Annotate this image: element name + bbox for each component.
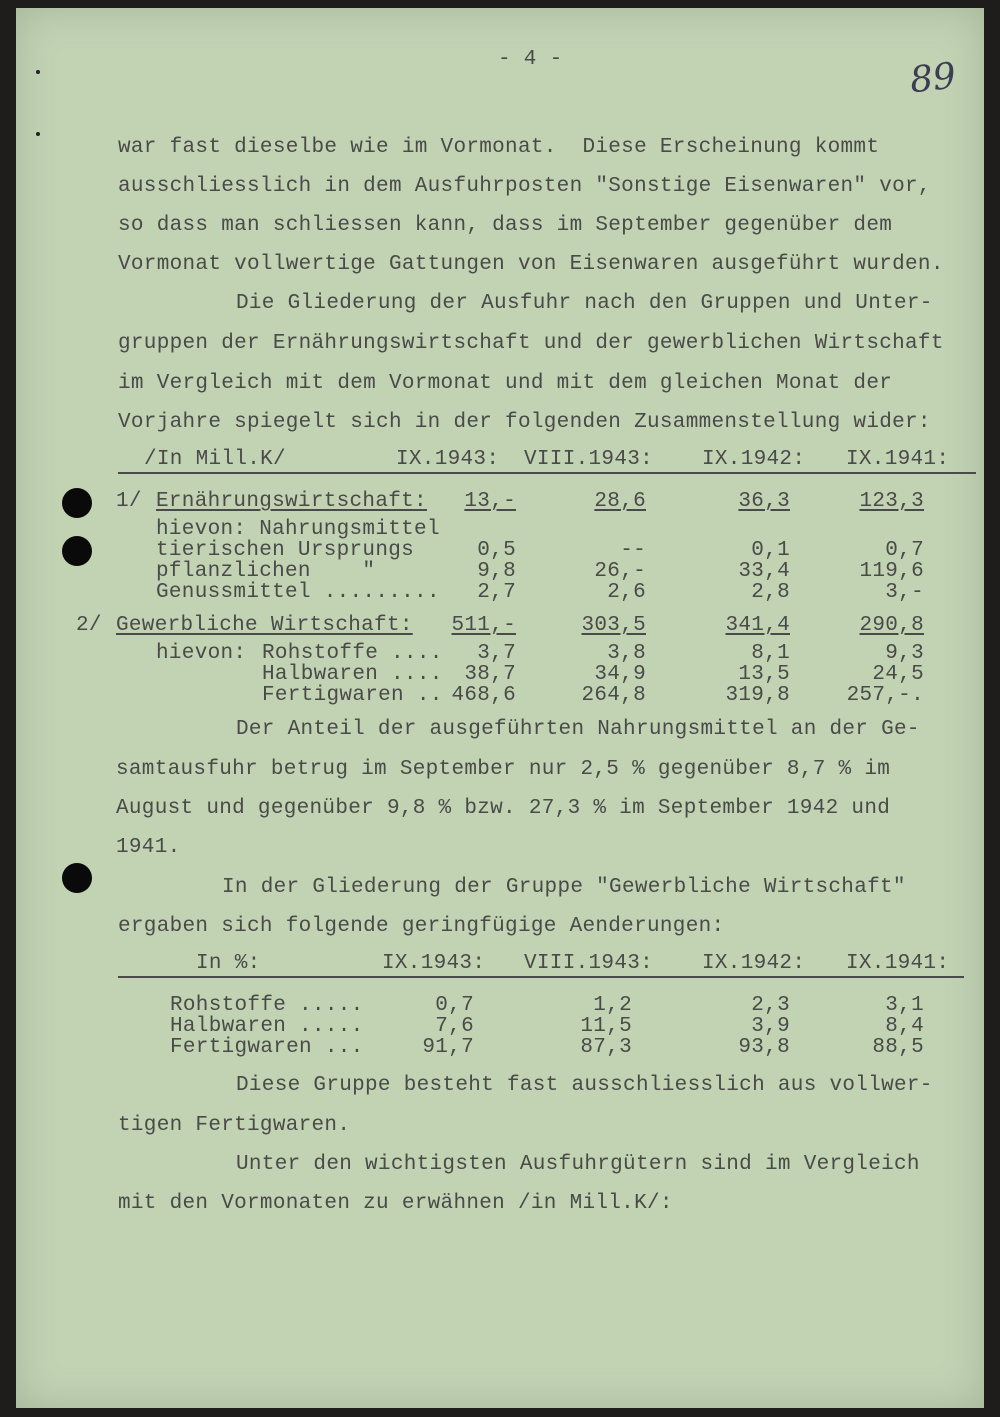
row-value: 9,8 <box>477 560 516 583</box>
body-line: mit den Vormonaten zu erwähnen /in Mill.K/: <box>118 1192 673 1215</box>
row-value: 319,8 <box>725 684 790 707</box>
table1-header-col: IX.1942: <box>702 448 806 471</box>
table1-header-col: IX.1941: <box>846 448 950 471</box>
row-value: 38,7 <box>464 663 516 686</box>
row-value: 11,5 <box>580 1015 632 1038</box>
body-line: so dass man schliessen kann, dass im September gegenüber dem <box>118 214 893 237</box>
row-label: hievon: Nahrungsmittel <box>156 518 440 541</box>
group-value: 341,4 <box>725 614 790 637</box>
row-value: 93,8 <box>738 1036 790 1059</box>
group-value: 303,5 <box>581 614 646 637</box>
row-value: 119,6 <box>859 560 924 583</box>
group-value: 13,- <box>464 490 516 513</box>
body-line: Unter den wichtigsten Ausfuhrgütern sind im Vergleich <box>236 1153 920 1176</box>
body-line: 1941. <box>116 836 181 859</box>
row-value: 8,1 <box>751 642 790 665</box>
table2-header-unit: In %: <box>196 952 261 975</box>
row-value: 2,8 <box>751 581 790 604</box>
body-line: war fast dieselbe wie im Vormonat. Diese Erscheinung kommt <box>118 136 880 159</box>
page-number: - 4 - <box>498 48 563 71</box>
row-value: 3,1 <box>885 994 924 1017</box>
table1-header-col: IX.1943: <box>396 448 500 471</box>
body-line: Vormonat vollwertige Gattungen von Eisenwaren ausgeführt wurden. <box>118 253 944 276</box>
group-number: 1/ <box>116 490 142 513</box>
row-label: Rohstoffe ..... <box>170 994 364 1017</box>
row-value: -- <box>620 539 646 562</box>
body-line: gruppen der Ernährungswirtschaft und der gewerblichen Wirtschaft <box>118 332 944 355</box>
punch-hole <box>62 488 92 518</box>
body-line: ergaben sich folgende geringfügige Aenderungen: <box>118 915 725 938</box>
group-value: 28,6 <box>594 490 646 513</box>
row-label: Genussmittel ......... <box>156 581 440 604</box>
body-line: August und gegenüber 9,8 % bzw. 27,3 % im September 1942 und <box>116 797 891 820</box>
row-value: 9,3 <box>885 642 924 665</box>
body-line: Vorjahre spiegelt sich in der folgenden Zusammenstellung wider: <box>118 411 931 434</box>
punch-hole <box>62 536 92 566</box>
row-value: 26,- <box>594 560 646 583</box>
table2-header-rule <box>118 976 964 978</box>
table1-header-unit: /In Mill.K/ <box>144 448 286 471</box>
row-value: 2,6 <box>607 581 646 604</box>
document-page <box>16 8 984 1408</box>
row-label: tierischen Ursprungs <box>156 539 415 562</box>
row-value: 24,5 <box>872 663 924 686</box>
row-value: 91,7 <box>422 1036 474 1059</box>
row-value: 2,7 <box>477 581 516 604</box>
row-prefix: hievon: <box>156 642 247 665</box>
row-value: 264,8 <box>581 684 646 707</box>
body-line: In der Gliederung der Gruppe "Gewerbliche Wirtschaft" <box>222 876 906 899</box>
body-line: Diese Gruppe besteht fast ausschliesslich aus vollwer- <box>236 1074 933 1097</box>
body-line: Die Gliederung der Ausfuhr nach den Gruppen und Unter- <box>236 292 933 315</box>
row-value: 8,4 <box>885 1015 924 1038</box>
body-line: Der Anteil der ausgeführten Nahrungsmittel an der Ge- <box>236 718 920 741</box>
table2-header-col: VIII.1943: <box>524 952 654 975</box>
row-value: 87,3 <box>580 1036 632 1059</box>
body-line: samtausfuhr betrug im September nur 2,5 % gegenüber 8,7 % im <box>116 758 891 781</box>
table1-header-col: VIII.1943: <box>524 448 654 471</box>
table2-header-col: IX.1943: <box>382 952 486 975</box>
row-value: 3,8 <box>607 642 646 665</box>
row-value: 468,6 <box>451 684 516 707</box>
row-value: 13,5 <box>738 663 790 686</box>
row-value: 33,4 <box>738 560 790 583</box>
row-value: 0,7 <box>885 539 924 562</box>
row-value: 3,7 <box>477 642 516 665</box>
table1-header-rule <box>118 472 976 474</box>
row-value: 7,6 <box>435 1015 474 1038</box>
group-value: 290,8 <box>859 614 924 637</box>
row-value: 0,7 <box>435 994 474 1017</box>
margin-mark <box>36 70 40 74</box>
handwritten-folio: 89 <box>907 55 958 102</box>
row-value: 1,2 <box>593 994 632 1017</box>
row-value: 0,1 <box>751 539 790 562</box>
group-value: 123,3 <box>859 490 924 513</box>
table2-header-col: IX.1941: <box>846 952 950 975</box>
row-label: Halbwaren .... <box>262 663 443 686</box>
row-value: 0,5 <box>477 539 516 562</box>
body-line: im Vergleich mit dem Vormonat und mit dem gleichen Monat der <box>118 372 893 395</box>
group-value: 511,- <box>451 614 516 637</box>
row-label: Fertigwaren ... <box>170 1036 364 1059</box>
row-value: 257,-. <box>846 684 924 707</box>
row-label: Rohstoffe .... <box>262 642 443 665</box>
margin-mark <box>36 132 40 136</box>
body-line: tigen Fertigwaren. <box>118 1114 351 1137</box>
row-value: 2,3 <box>751 994 790 1017</box>
row-label: Halbwaren ..... <box>170 1015 364 1038</box>
row-label: pflanzlichen " <box>156 560 376 583</box>
table2-header-col: IX.1942: <box>702 952 806 975</box>
group-label: Gewerbliche Wirtschaft: <box>116 614 413 637</box>
punch-hole <box>62 863 92 893</box>
row-value: 3,- <box>885 581 924 604</box>
group-value: 36,3 <box>738 490 790 513</box>
group-number: 2/ <box>76 614 102 637</box>
body-line: ausschliesslich in dem Ausfuhrposten "Sonstige Eisenwaren" vor, <box>118 175 931 198</box>
group-label: Ernährungswirtschaft: <box>156 490 427 513</box>
row-label: Fertigwaren .. <box>262 684 443 707</box>
row-value: 34,9 <box>594 663 646 686</box>
row-value: 88,5 <box>872 1036 924 1059</box>
row-value: 3,9 <box>751 1015 790 1038</box>
